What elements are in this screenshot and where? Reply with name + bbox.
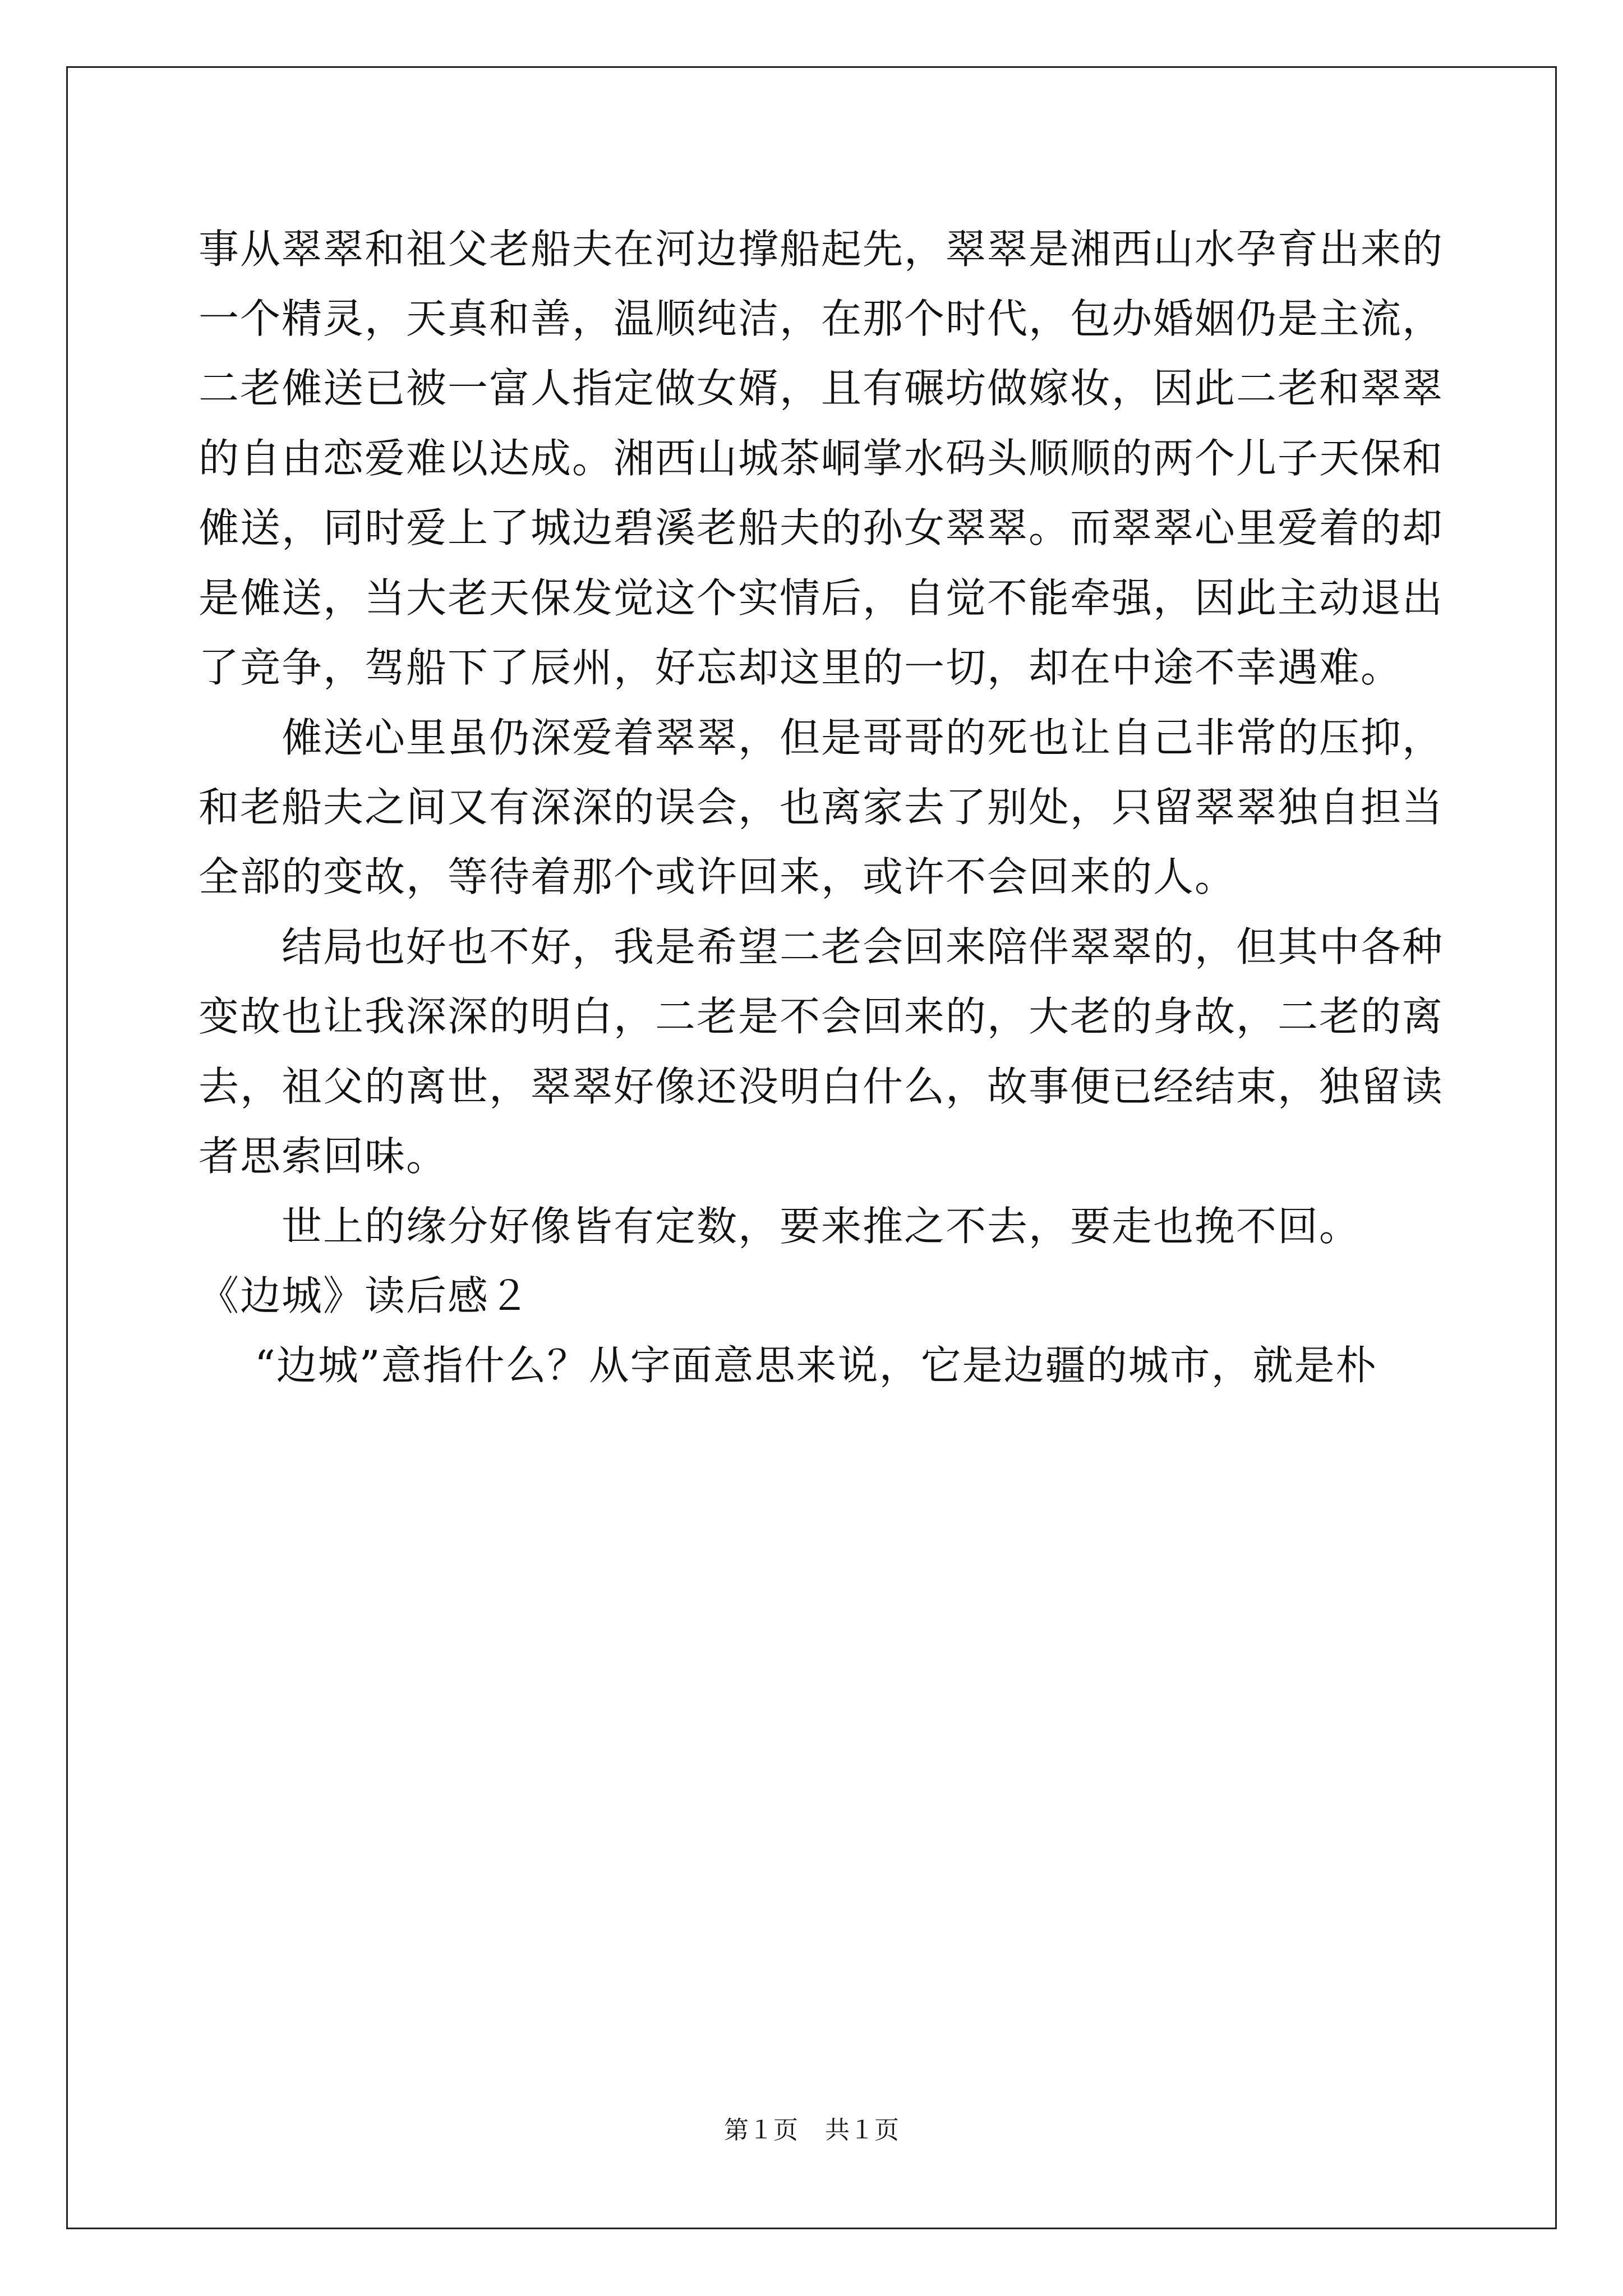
paragraph-first-line: “边城”意指什么？从字面意思来说，它是边疆的城市，就是朴 [255,1342,1377,1389]
text-line: 的自由恋爱难以达成。湘西山城茶峒掌水码头顺顺的两个儿子天保和 [199,435,1444,482]
text-line: 事从翠翠和祖父老船夫在河边撑船起先，翠翠是湘西山水孕育出来的 [199,226,1444,273]
text-line: 是傩送，当大老天保发觉这个实情后，自觉不能牵强，因此主动退出 [199,574,1444,622]
page-number-current: 第１页 [724,2116,798,2145]
text-line: 二老傩送已被一富人指定做女婿，且有碾坊做嫁妆，因此二老和翠翠 [199,365,1444,412]
section-heading: 《边城》读后感２ [199,1272,531,1319]
paragraph-first-line: 世上的缘分好像皆有定数，要来推之不去，要走也挽不回。 [282,1203,1361,1250]
page-footer [0,2118,1623,2143]
text-line: 一个精灵，天真和善，温顺纯洁，在那个时代，包办婚姻仍是主流， [199,295,1444,342]
text-line: 傩送，同时爱上了城边碧溪老船夫的孙女翠翠。而翠翠心里爱着的却 [199,504,1444,551]
text-line: 去，祖父的离世，翠翠好像还没明白什么，故事便已经结束，独留读 [199,1063,1444,1110]
text-line: 全部的变故，等待着那个或许回来，或许不会回来的人。 [199,853,1237,900]
text-line: 者思索回味。 [199,1133,448,1180]
page-number-total: 共１页 [825,2116,899,2145]
text-line: 和老船夫之间又有深深的误会，也离家去了别处，只留翠翠独自担当 [199,784,1444,831]
text-line: 变故也让我深深的明白，二老是不会回来的，大老的身故，二老的离 [199,993,1444,1040]
text-line: 了竞争，驾船下了辰州，好忘却这里的一切，却在中途不幸遇难。 [199,644,1403,691]
paragraph-first-line: 傩送心里虽仍深爱着翠翠，但是哥哥的死也让自己非常的压抑， [282,714,1444,761]
paragraph-first-line: 结局也好也不好，我是希望二老会回来陪伴翠翠的，但其中各种 [282,923,1444,970]
